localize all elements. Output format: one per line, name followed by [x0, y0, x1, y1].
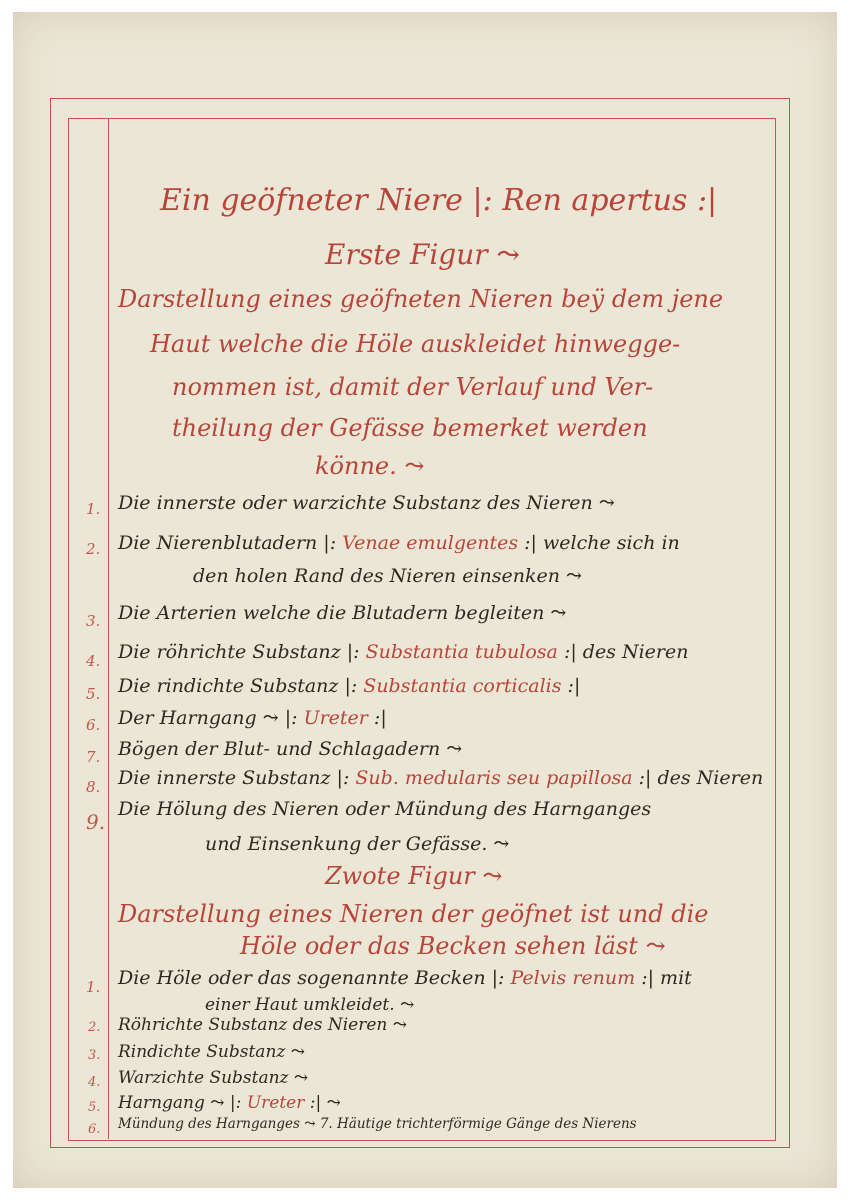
list-item: Die Nierenblutadern |: Venae emulgentes :| welche sich in — [118, 532, 680, 554]
item-number: 4. — [86, 652, 101, 670]
list-item: Röhrichte Substanz des Nieren ⤳ — [118, 1015, 408, 1035]
list-item: Die röhrichte Substanz |: Substantia tubulosa :| des Nieren — [118, 641, 689, 663]
figure1-heading: Erste Figur ⤳ — [325, 238, 521, 271]
item-number: 6. — [86, 716, 101, 734]
list-item: Harngang ⤳ |: Ureter :| ⤳ — [118, 1093, 341, 1113]
list-item: Rindichte Substanz ⤳ — [118, 1042, 305, 1062]
latin-term: Substantia corticalis — [363, 675, 562, 697]
item-number: 3. — [88, 1048, 101, 1063]
item-number: 3. — [86, 612, 101, 630]
item-number: 5. — [86, 685, 101, 703]
list-item: Warzichte Substanz ⤳ — [118, 1068, 309, 1088]
latin-term: Substantia tubulosa — [365, 641, 558, 663]
item-number: 1. — [86, 978, 101, 996]
latin-term: Ureter — [303, 707, 368, 729]
item-number: 8. — [86, 778, 101, 796]
figure1-desc-line: Haut welche die Höle auskleidet hinwegge- — [150, 330, 681, 358]
figure2-heading: Zwote Figur ⤳ — [325, 862, 503, 890]
list-item-continuation: einer Haut umkleidet. ⤳ — [205, 995, 415, 1015]
list-item: Die innerste oder warzichte Substanz des Nieren ⤳ — [118, 492, 615, 514]
list-item: Die innerste Substanz |: Sub. medularis seu papillosa :| des Nieren — [118, 767, 764, 789]
item-number: 5. — [88, 1100, 101, 1115]
list-item: Die Hölung des Nieren oder Mündung des Harnganges — [118, 798, 652, 820]
list-item: Mündung des Harnganges ⤳ 7. Häutige trichterförmige Gänge des Nierens — [118, 1116, 637, 1132]
figure2-desc-line: Höle oder das Becken sehen läst ⤳ — [240, 932, 666, 960]
list-item: Die Arterien welche die Blutadern begleiten ⤳ — [118, 602, 567, 624]
item-number: 2. — [86, 540, 101, 558]
title-suffix: :| — [696, 183, 718, 218]
item-number: 7. — [86, 748, 101, 766]
list-item: Die Höle oder das sogenannte Becken |: Pelvis renum :| mit — [118, 967, 692, 989]
figure2-desc-line: Darstellung eines Nieren der geöfnet ist und die — [118, 900, 709, 928]
item-number: 9. — [86, 810, 106, 834]
item-number: 6. — [88, 1122, 101, 1137]
item-number: 2. — [88, 1020, 101, 1035]
latin-term: Sub. medularis seu papillosa — [355, 767, 633, 789]
list-item: Die rindichte Substanz |: Substantia corticalis :| — [118, 675, 581, 697]
figure1-desc-line: theilung der Gefässe bemerket werden — [172, 414, 648, 442]
list-item-continuation: und Einsenkung der Gefässe. ⤳ — [205, 833, 510, 855]
margin-rule — [108, 118, 109, 1139]
latin-term: Ureter — [246, 1093, 305, 1113]
list-item: Bögen der Blut- und Schlagadern ⤳ — [118, 738, 463, 760]
item-number: 4. — [88, 1075, 101, 1090]
figure1-desc-line: könne. ⤳ — [315, 452, 425, 480]
page-title — [160, 183, 717, 218]
figure1-desc-line: Darstellung eines geöfneten Nieren beÿ dem jene — [118, 285, 724, 313]
figure1-desc-line: nommen ist, damit der Verlauf und Ver- — [172, 373, 654, 401]
list-item: Der Harngang ⤳ |: Ureter :| — [118, 707, 387, 729]
title-german: Ein geöfneter Niere |: — [160, 183, 493, 218]
list-item-continuation: den holen Rand des Nieren einsenken ⤳ — [193, 565, 582, 587]
item-number: 1. — [86, 500, 101, 518]
title-latin: Ren apertus — [502, 183, 688, 218]
latin-term: Venae emulgentes — [342, 532, 519, 554]
latin-term: Pelvis renum — [510, 967, 636, 989]
